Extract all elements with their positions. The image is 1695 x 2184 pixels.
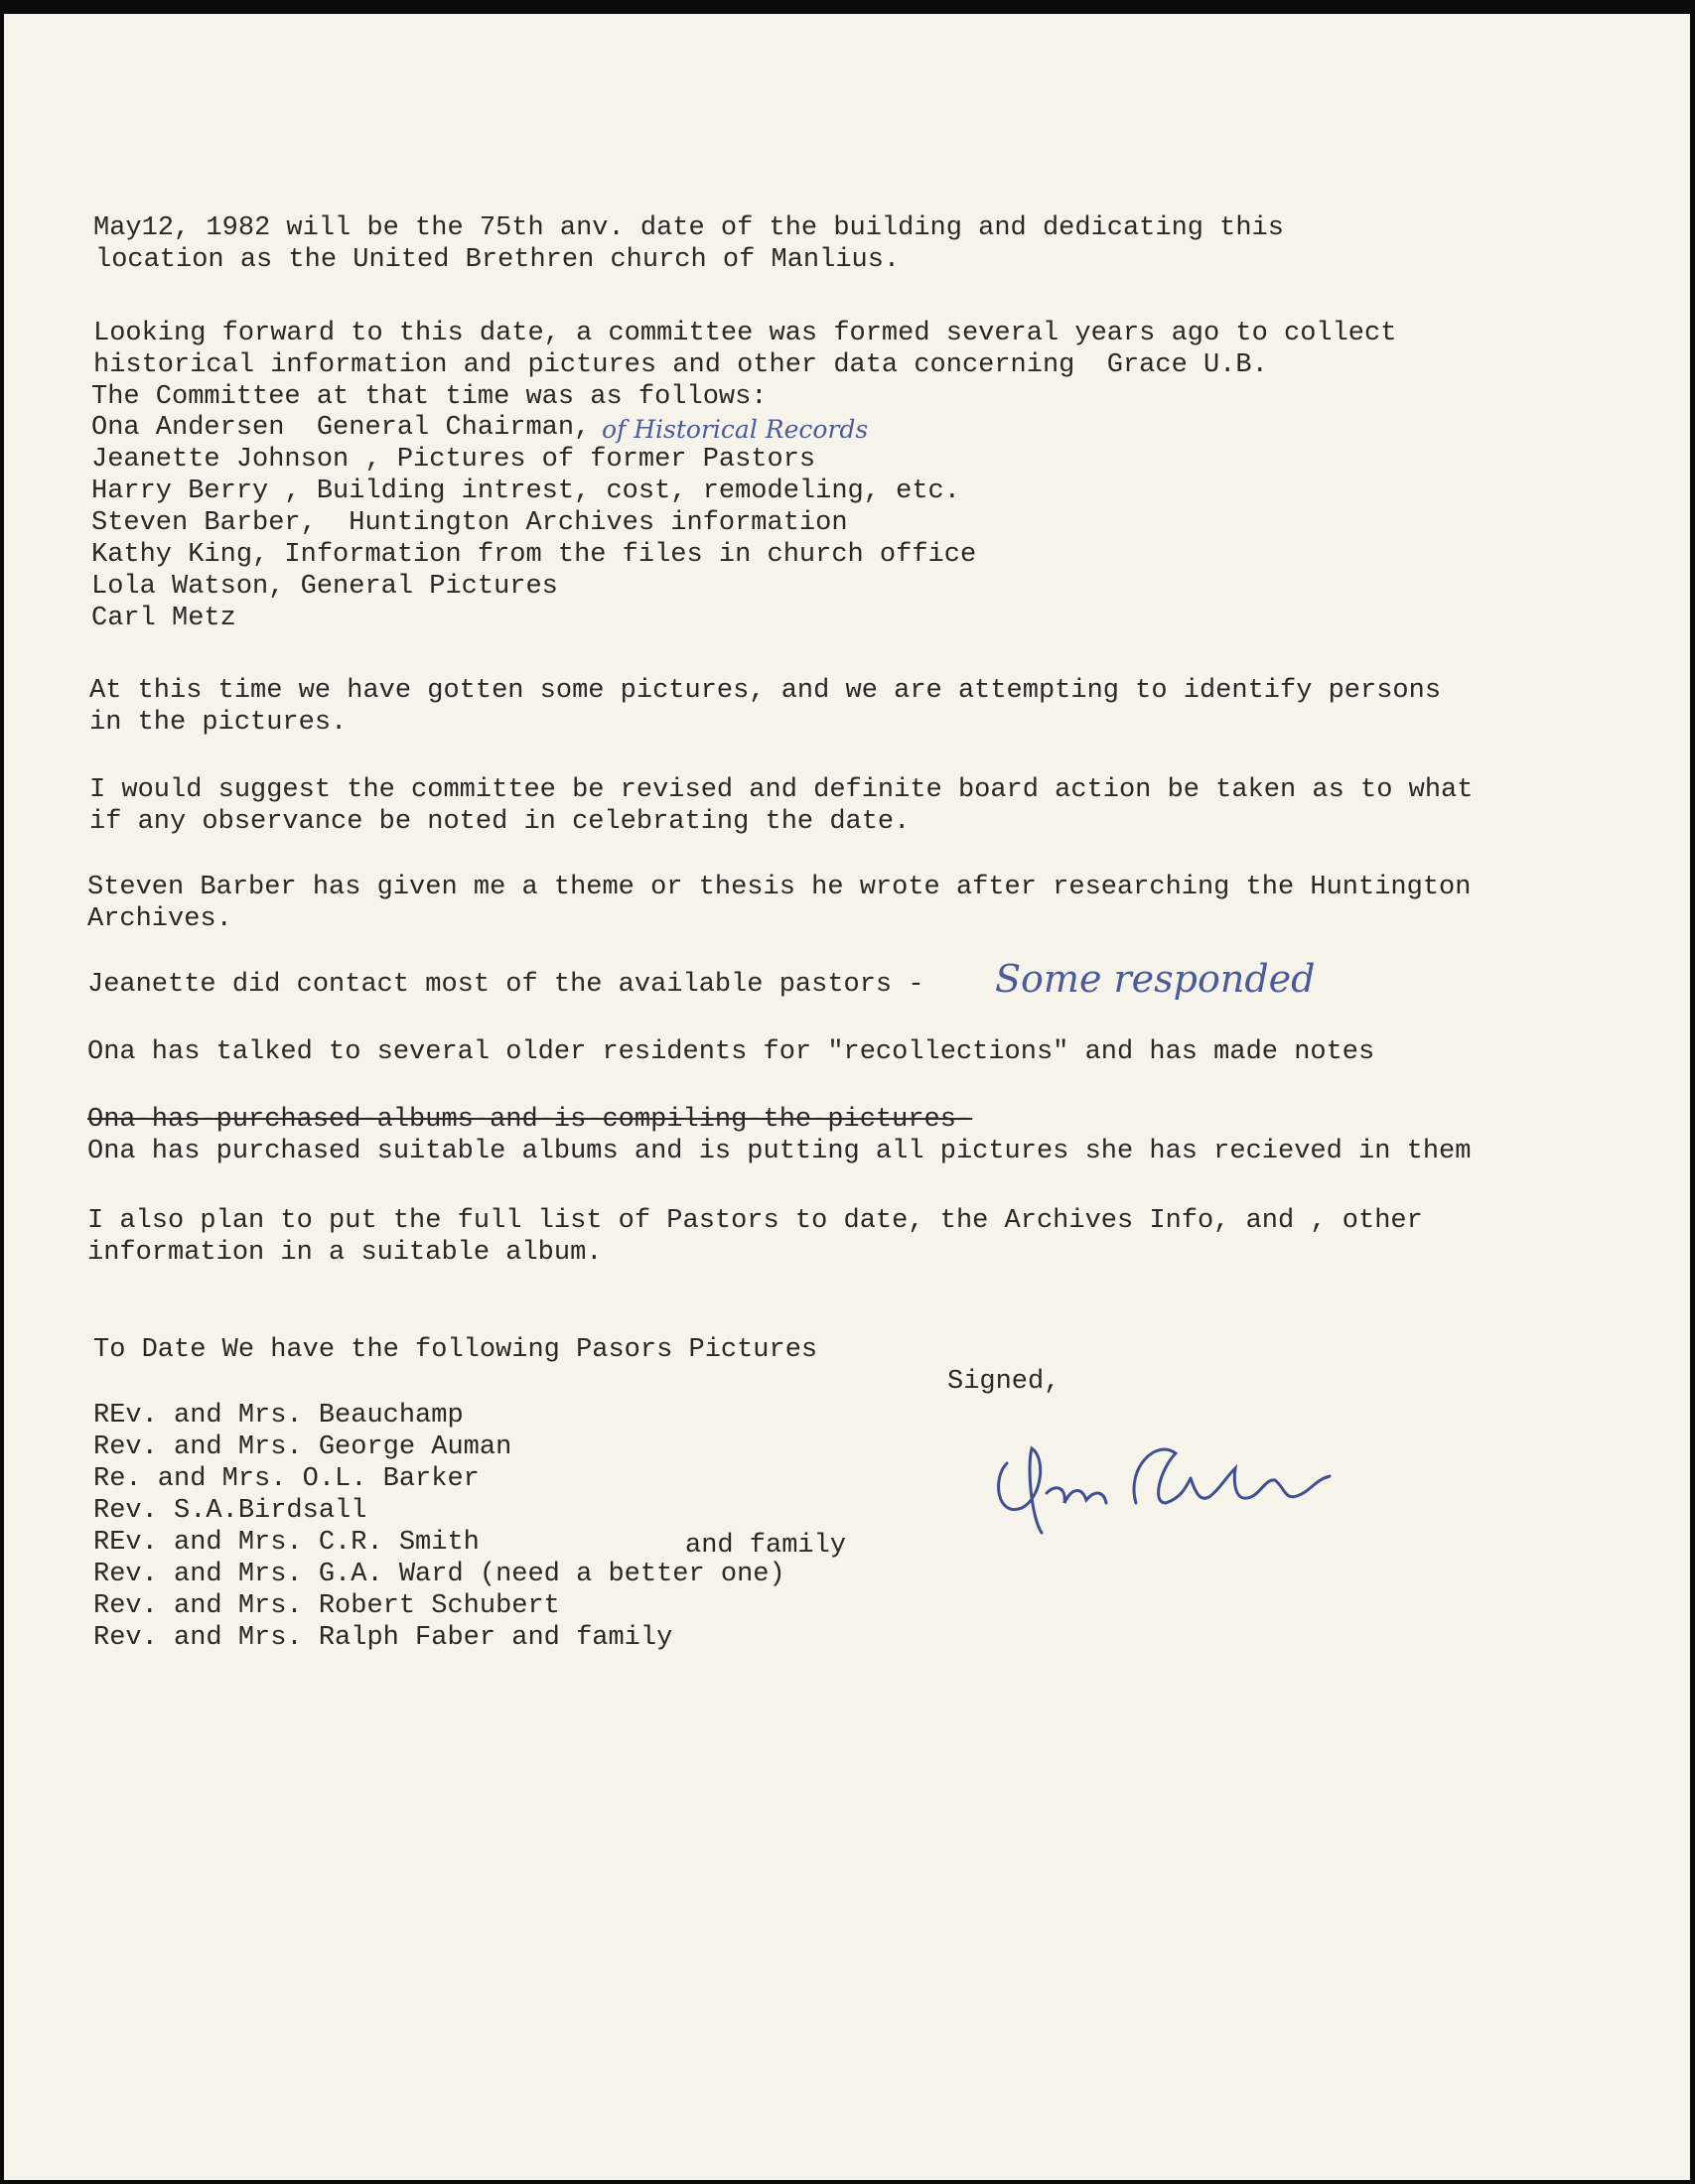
- struck-through-line: Ona-has-purchased-albums-and-is-compiling-the-pictures-: [87, 1105, 973, 1135]
- paragraph-9-line-2: information in a suitable album.: [87, 1238, 603, 1268]
- committee-member: Lola Watson, General Pictures: [91, 572, 558, 602]
- paragraph-5-line-2: Archives.: [87, 904, 232, 934]
- paragraph-4-line-2: if any observance be noted in celebrating the date.: [89, 807, 911, 837]
- pastor-entry: Rev. S.A.Birdsall: [93, 1496, 367, 1526]
- pastor-entry: REv. and Mrs. C.R. Smith: [93, 1528, 480, 1558]
- letter-page: [4, 14, 1690, 2180]
- pastor-entry: Rev. and Mrs. G.A. Ward (need a better one): [93, 1560, 785, 1589]
- committee-member: Ona Andersen General Chairman,: [91, 413, 591, 443]
- pastor-entry: REv. and Mrs. Beauchamp: [93, 1401, 464, 1431]
- committee-member: Kathy King, Information from the files in church office: [91, 540, 977, 570]
- pastor-entry: Rev. and Mrs. Ralph Faber and family: [93, 1623, 673, 1653]
- pictures-heading: To Date We have the following Pasors Pictures: [93, 1335, 818, 1365]
- paragraph-4-line-1: I would suggest the committee be revised and definite board action be taken as to what: [89, 775, 1474, 805]
- pastor-entry: Rev. and Mrs. George Auman: [93, 1433, 512, 1462]
- paragraph-5-line-1: Steven Barber has given me a theme or thesis he wrote after researching the Huntington: [87, 873, 1472, 902]
- committee-member: Carl Metz: [91, 604, 236, 633]
- paragraph-8: Ona has purchased suitable albums and is putting all pictures she has recieved in them: [87, 1137, 1472, 1166]
- paragraph-3-line-2: in the pictures.: [89, 708, 348, 738]
- paragraph-1-line-2: location as the United Brethren church of Manlius.: [95, 245, 901, 275]
- smith-suffix: and family: [685, 1531, 847, 1561]
- paragraph-3-line-1: At this time we have gotten some pictures, and we are attempting to identify persons: [89, 676, 1442, 706]
- handwritten-chairman-note: of Historical Records: [602, 415, 869, 444]
- paragraph-6: Jeanette did contact most of the available pastors -: [87, 970, 924, 1000]
- handwritten-signature: [987, 1409, 1364, 1558]
- paragraph-2-line-2: historical information and pictures and other data concerning Grace U.B.: [93, 350, 1268, 380]
- committee-member: Steven Barber, Huntington Archives information: [91, 508, 848, 538]
- paragraph-7: Ona has talked to several older residents for "recollections" and has made notes: [87, 1037, 1375, 1067]
- paragraph-9-line-1: I also plan to put the full list of Pastors to date, the Archives Info, and , other: [87, 1206, 1423, 1236]
- committee-member: Harry Berry , Building intrest, cost, remodeling, etc.: [91, 477, 960, 506]
- handwritten-responded-note: Some responded: [995, 957, 1316, 1001]
- pastor-entry: Rev. and Mrs. Robert Schubert: [93, 1591, 560, 1621]
- paragraph-2-line-1: Looking forward to this date, a committee was formed several years ago to collect: [93, 319, 1397, 348]
- paragraph-2-line-3: The Committee at that time was as follows:: [91, 382, 768, 412]
- pastor-entry: Re. and Mrs. O.L. Barker: [93, 1464, 480, 1494]
- committee-member: Jeanette Johnson , Pictures of former Pastors: [91, 445, 816, 475]
- paragraph-1-line-1: May12, 1982 will be the 75th anv. date of the building and dedicating this: [93, 213, 1284, 243]
- signed-label: Signed,: [947, 1367, 1060, 1397]
